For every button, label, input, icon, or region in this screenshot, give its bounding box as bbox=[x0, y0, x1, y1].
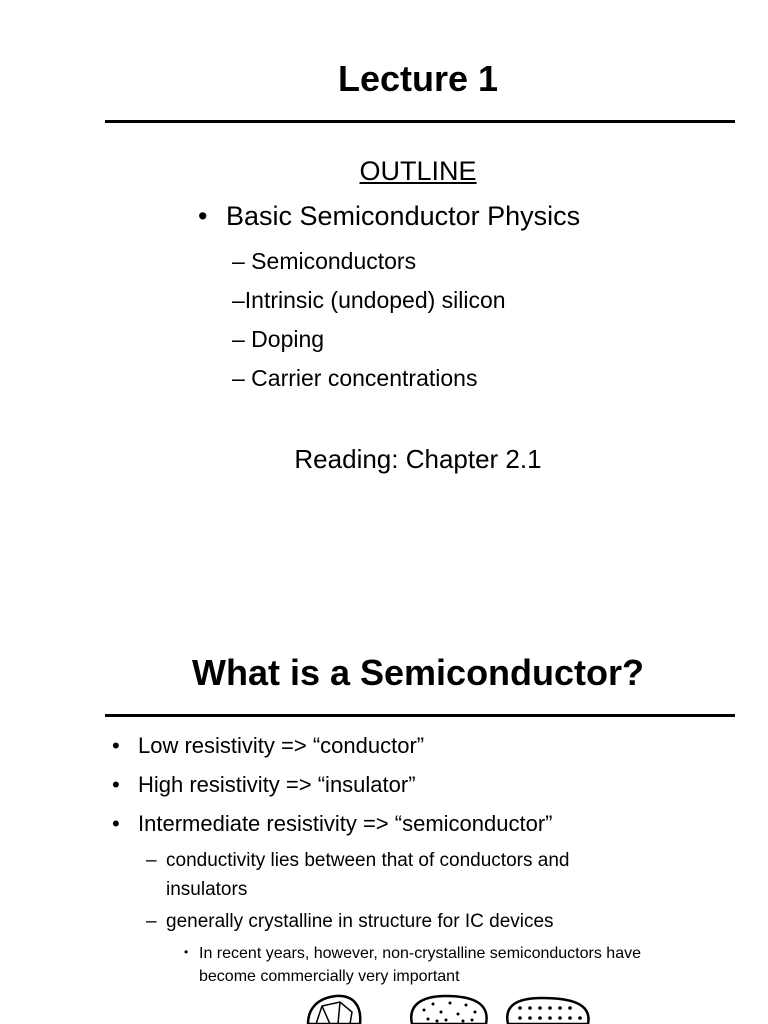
sub-sub-item bbox=[184, 941, 641, 988]
grain-boundaries bbox=[316, 1002, 352, 1024]
bullet-item bbox=[112, 733, 424, 759]
bullet-text: Intermediate resistivity => “semiconductor” bbox=[138, 811, 553, 836]
sub-item-text: generally crystalline in structure for IC devices bbox=[166, 911, 554, 932]
sub-item-text: insulators bbox=[166, 879, 248, 900]
slide2-title: What is a Semiconductor? bbox=[191, 652, 645, 693]
sub-sub-item-text: In recent years, however, non-crystalline semiconductors have bbox=[199, 945, 641, 962]
sub-item-text: conductivity lies between that of conductors and bbox=[166, 850, 570, 871]
sub-sub-item-text: become commercially very important bbox=[199, 968, 460, 985]
sub-item bbox=[146, 846, 569, 904]
bullet-icon: • bbox=[112, 772, 120, 797]
dash-icon: – bbox=[146, 850, 157, 871]
outline-heading: OUTLINE bbox=[359, 156, 477, 186]
dash-icon: – bbox=[146, 911, 157, 932]
title-divider bbox=[105, 120, 735, 123]
sub-item bbox=[146, 907, 554, 936]
bullet-text: High resistivity => “insulator” bbox=[138, 772, 416, 797]
reading-assignment: Reading: Chapter 2.1 bbox=[294, 444, 542, 474]
bullet-item bbox=[112, 811, 553, 837]
polycrystalline-sample bbox=[308, 996, 360, 1024]
slide1-title: Lecture 1 bbox=[337, 58, 499, 99]
bullet-text: Basic Semiconductor Physics bbox=[226, 201, 581, 231]
outline-subitem: –Intrinsic (undoped) silicon bbox=[232, 287, 506, 313]
bullet-text: Low resistivity => “conductor” bbox=[138, 733, 425, 758]
bullet-icon: • bbox=[184, 945, 189, 959]
title-divider bbox=[105, 714, 735, 717]
bullet-icon: • bbox=[112, 733, 120, 758]
outline-bullet bbox=[198, 201, 580, 232]
crystal-structure-illustration bbox=[300, 990, 600, 1024]
outline-subitem: – Doping bbox=[232, 326, 325, 352]
crystalline-atoms bbox=[518, 1006, 582, 1020]
amorphous-atoms bbox=[423, 1002, 477, 1023]
outline-subitem: – Semiconductors bbox=[232, 248, 417, 274]
bullet-icon: • bbox=[112, 811, 120, 836]
crystalline-sample bbox=[507, 998, 588, 1024]
bullet-icon: • bbox=[198, 201, 208, 231]
bullet-item bbox=[112, 772, 416, 798]
outline-subitem: – Carrier concentrations bbox=[232, 365, 478, 391]
